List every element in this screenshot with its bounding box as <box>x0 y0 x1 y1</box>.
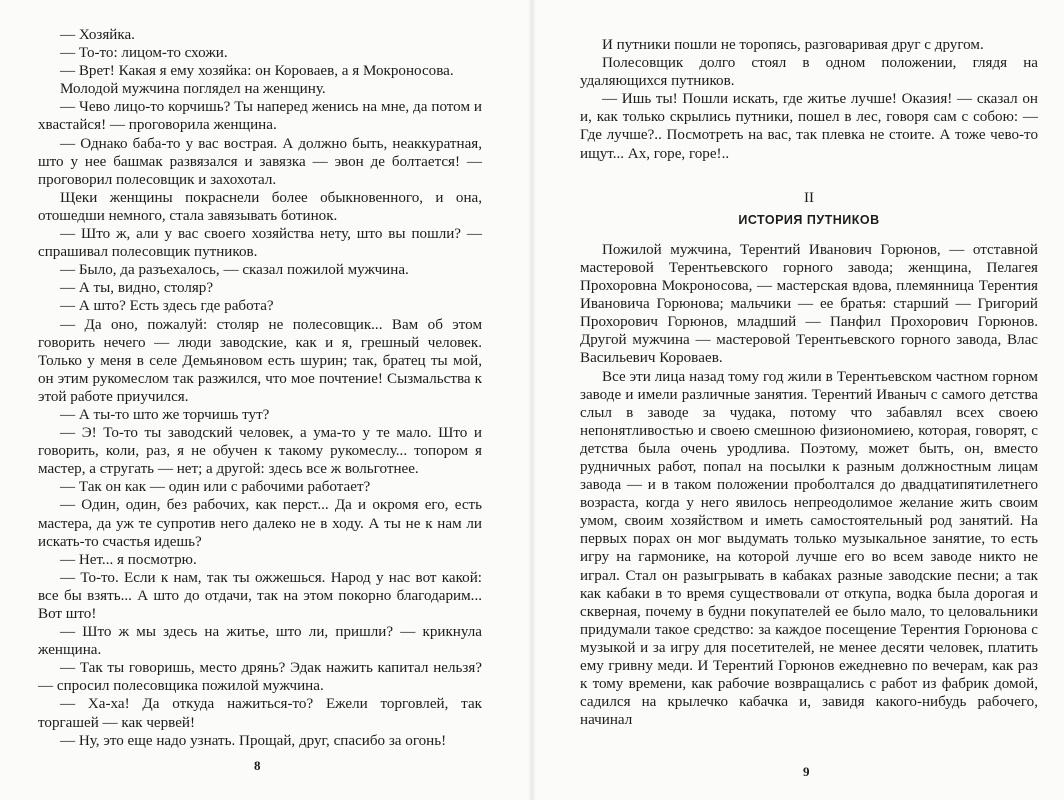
paragraph: — Однако баба-то у вас вострая. А должно быть, неаккуратная, што у нее башмак развязался и завязка — эвон де болтается! — проговорил полесовщик и захохотал. <box>38 135 482 188</box>
paragraph: — Што ж мы здесь на житье, што ли, пришли? — крикнула женщина. <box>38 624 482 659</box>
paragraph: — Э! То-то ты заводский человек, а ума-то у те мало. Што и говорить, коли, раз, я не обучен к такому рукомеслу... топором я мастер, а стругать — нет; а другой: здесь все ж вольготнее. <box>38 425 482 478</box>
right-page-text <box>580 36 1038 729</box>
paragraph: — Хозяйка. <box>60 27 135 43</box>
paragraph: — Было, да разъехалось, — сказал пожилой мужчина. <box>60 262 409 279</box>
paragraph: И путники пошли не торопясь, разговаривая друг с другом. <box>602 37 984 53</box>
paragraph: — Так он как — один или с рабочими работает? <box>60 479 371 496</box>
left-page-text <box>38 26 482 750</box>
paragraph: — Так ты говоришь, место дрянь? Эдак нажить капитал нельзя? — спросил полесовщика пожилой мужчина. <box>38 660 482 695</box>
chapter-title: ИСТОРИЯ ПУТНИКОВ <box>738 212 880 227</box>
paragraph: — А ты-то што же торчишь тут? <box>60 406 270 423</box>
paragraph: — Што ж, али у вас своего хозяйства нету, што вы пошли? — спрашивал полесовщик путников. <box>38 226 482 261</box>
paragraph: — Ну, это еще надо узнать. Прощай, друг, спасибо за огонь! <box>60 732 447 749</box>
paragraph: — То-то. Если к нам, так ты ожжешься. Народ у нас вот какой: все бы взять... А што до отдачи, так на этом покорно благодарим... Вот што! <box>38 569 482 622</box>
paragraph: Пожилой мужчина, Терентий Иванович Горюнов, — отставной мастеровой Терентьевского горного завода; женщина, Пелагея Прохоровна Мокроносова, — мастерская вдова, племянница Терентия Ивановича Горюнова; мальчики — ее братья: старший — Григорий Прохорович Горюнов, младший — Панфил Прохорович Горюнов. Другой мужчина — мастеровой Терентьевского горного завода, Влас Васильевич Коровaев. <box>580 241 1038 367</box>
paragraph: — Нет... я посмотрю. <box>60 551 197 568</box>
paragraph: — Ха-ха! Да откуда нажиться-то? Ежели торговлей, так торгашей — как червей! <box>38 696 482 731</box>
paragraph: — Врет! Какая я ему хозяйка: он Коровaев, а я Мокроносова. <box>60 63 454 80</box>
paragraph: — Один, один, без рабочих, как перст... Да и окромя его, есть мастера, да уж те супротив него далеко не в ходу. А ты не к нам ли искать-то счастья идешь? <box>38 497 482 550</box>
page-number: 8 <box>254 758 261 773</box>
paragraph: — То-то: лицом-то схожи. <box>60 45 228 62</box>
paragraph: Щеки женщины покраснели более обыкновенного, и она, отошедши немного, стала завязывать ботинок. <box>38 189 482 224</box>
chapter-number: II <box>804 189 814 206</box>
paragraph: Полесовщик долго стоял в одном положении, глядя на удаляющихся путников. <box>580 55 1038 90</box>
paragraph: — А што? Есть здесь где работа? <box>60 298 274 315</box>
paragraph: — Да оно, пожалуй: столяр не полесовщик... Вам об этом говорить нечего — люди заводские, как и я, грешный человек. Только у меня в селе Демьяновом есть шурин; так, братец ты мой, он этим рукомеслом так разжился, что мое почтение! Сызмальства к этой работе приучился. <box>38 316 482 405</box>
right-page <box>532 0 1064 800</box>
paragraph: — А ты, видно, столяр? <box>60 280 214 297</box>
paragraph: — Ишь ты! Пошли искать, где житье лучше! Оказия! — сказал он и, как только скрылись путники, пошел в лес, говоря сам с собою: — Где лучше?.. Посмотреть на вас, так плевка не стоите. А тоже чево-то ищут... Ах, горе, горе!.. <box>580 91 1038 162</box>
paragraph: Все эти лица назад тому год жили в Терентьевском частном горном заводе и имели различные занятия. Терентий Иваныч с самого детства слыл в заводе за чудака, потому что забавлял всех своею непонятливостью и своею смешною физиономиею, которая, говорят, с детства была очень уродлива. Поэтому, может быть, он, вместо рудничных работ, попал на посылки к разным должностным лицам завода — и в таком положении проболтался до двадцатипятилетнего возраста, когда у него явилось непреодолимое желание жить своим умом, своим хозяйством и иметь самостоятельный род занятий. На первых порах он мог выдумать только музыкальное занятие, то есть игру на гармонике, на которой лучше его во всем заводе никто не играл. Стал он разыгрывать в кабаках разные заводские песни; а так как кабаки в то время существовали от откупа, водка была дорогая и скверная, почему в будни покупателей ее было мало, то целовальники придумали такое средство: за каждое посещение Терентия Горюнова с музыкой и за игру для посетителей, не менее десяти человек, платить ему гривну меди. И Терентий Горюнов ежедневно по вечерам, как раз к тому времени, как рабочие возвращались с работ из фабрик домой, садился на крылечко кабачка и, завидя какого-нибудь рабочего, начинал <box>580 368 1038 729</box>
paragraph: Молодой мужчина поглядел на женщину. <box>60 81 326 98</box>
paragraph: — Чево лицо-то корчишь? Ты наперед женись на мне, да потом и хвастайся! — проговорила женщина. <box>38 99 482 134</box>
section-spacer <box>580 163 1038 179</box>
page-number: 9 <box>803 764 810 779</box>
